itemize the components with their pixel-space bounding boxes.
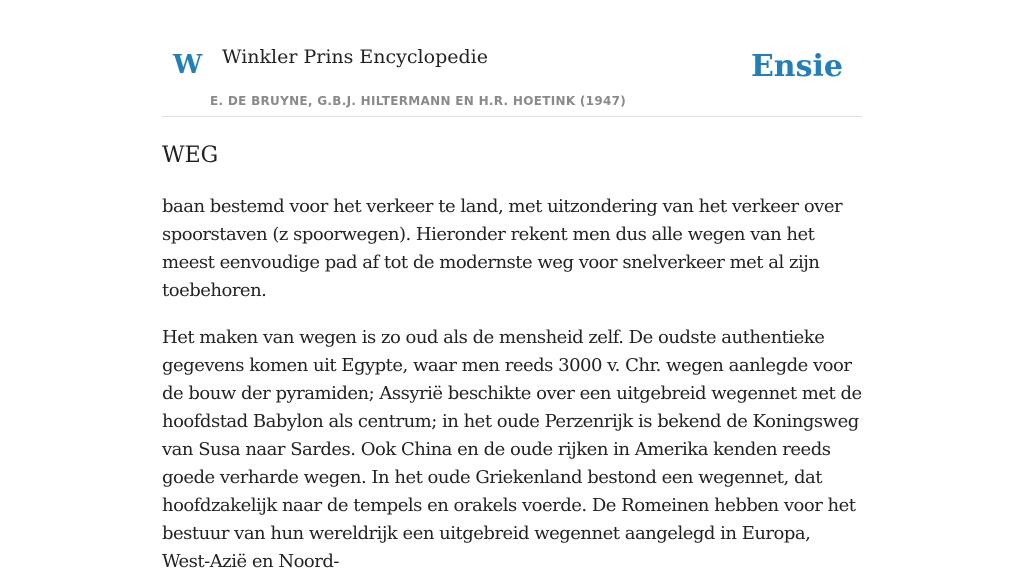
- content-container: [162, 0, 862, 576]
- ensie-brand-link[interactable]: Ensie: [750, 49, 843, 84]
- winkler-prins-logo-icon[interactable]: W: [173, 50, 203, 80]
- entry-paragraph-1: baan bestemd voor het verkeer te land, met uitzondering van het verkeer over spoorstaven (z spoorwegen). Hieronder rekent men dus alle wegen van het meest eenvoudige pad af tot de modernste weg voor snelverkeer met al zijn toebehoren.: [162, 196, 843, 301]
- book-title-link[interactable]: Winkler Prins Encyclopedie: [222, 46, 488, 68]
- page-header: [162, 0, 862, 117]
- entry-paragraph-2: Het maken van wegen is zo oud als de mensheid zelf. De oudste authentieke gegevens komen uit Egypte, waar men reeds 3000 v. Chr. wegen aanlegde voor de bouw der pyramiden; Assyrië beschikte over een uitgebreid wegennet met de hoofdstad Babylon als centrum; in het oude Perzenrijk is bekend de Koningsweg van Susa naar Sardes. Ook China en de oude rijken in Amerika kenden reeds goede verharde wegen. In het oude Griekenland bestond een wegennet, dat hoofdzakelijk naar de tempels en orakels voerde. De Romeinen hebben voor het bestuur van hun wereldrijk een uitgebreid wegennet aangelegd in Europa, West-Azië en Noord-: [162, 327, 862, 572]
- entry-title: WEG: [162, 143, 219, 168]
- book-authors: E. DE BRUYNE, G.B.J. HILTERMANN EN H.R. HOETINK (1947): [210, 94, 627, 108]
